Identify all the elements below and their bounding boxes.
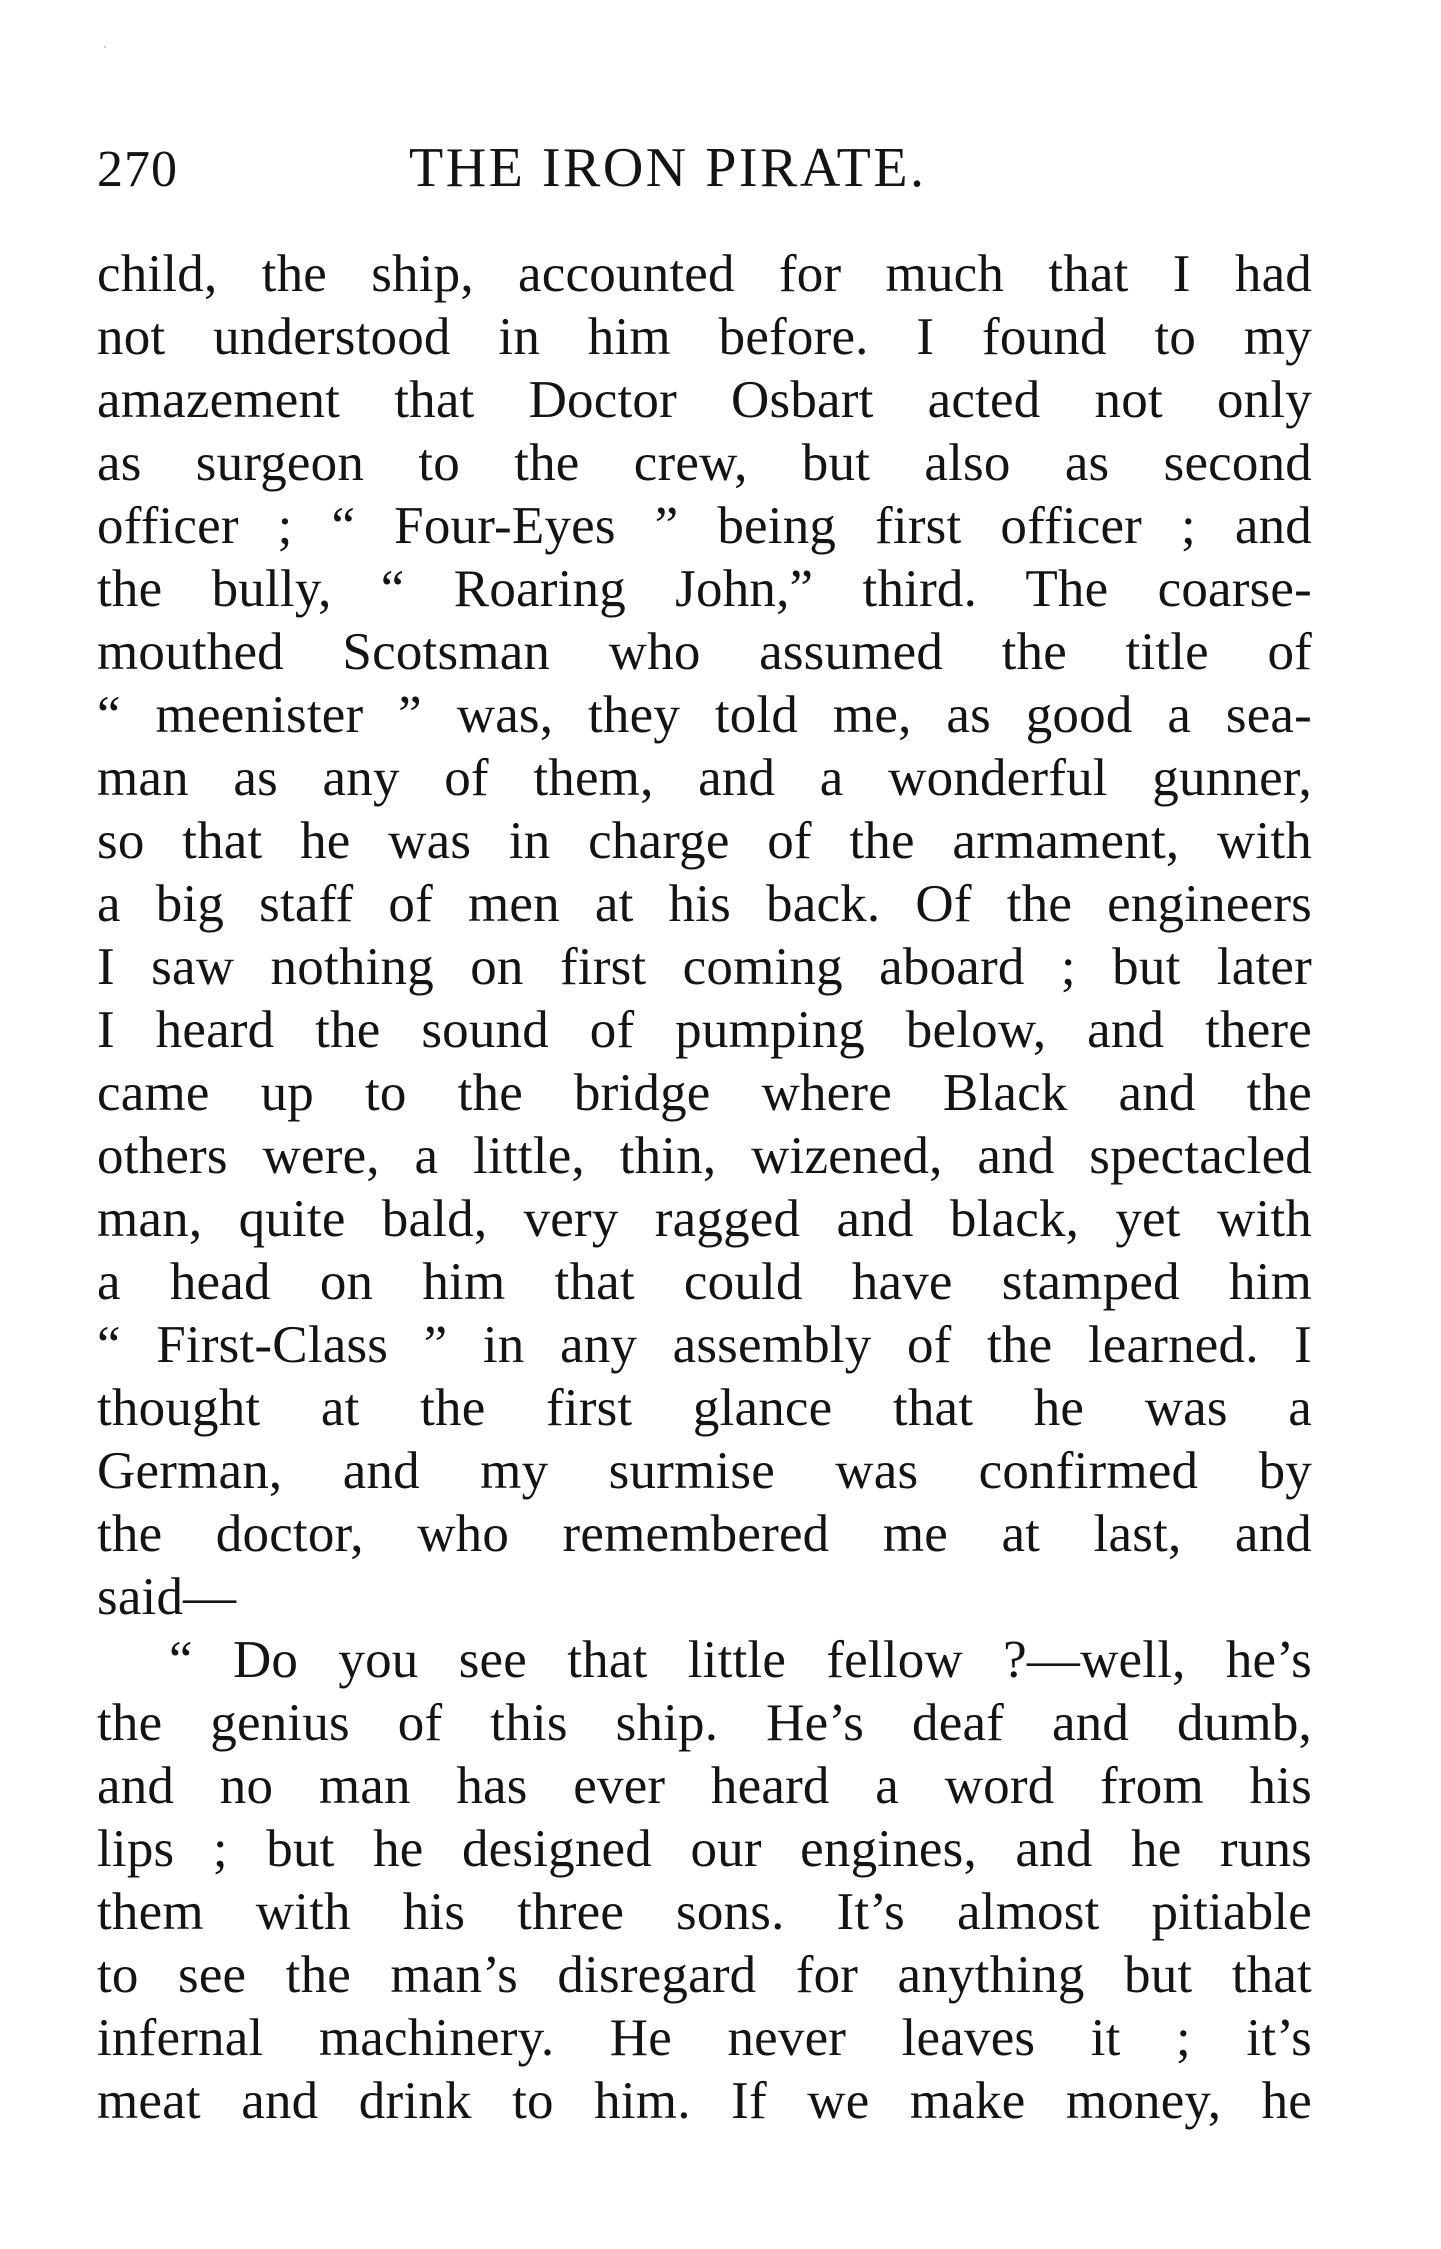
text-line: “ First-Class ” in any assembly of the learned. I <box>97 1316 1312 1374</box>
text-line: infernal machinery. He never leaves it ; it’s <box>97 2009 1312 2067</box>
text-line: lips ; but he designed our engines, and he runs <box>97 1820 1312 1878</box>
text-line: the bully, “ Roaring John,” third. The coarse- <box>97 560 1312 618</box>
text-line: as surgeon to the crew, but also as second <box>97 434 1312 492</box>
page-number: 270 <box>97 141 178 198</box>
text-line: “ Do you see that little fellow ?—well, he’s <box>169 1631 1312 1689</box>
text-line: meat and drink to him. If we make money, he <box>97 2072 1312 2130</box>
scan-speck <box>104 46 106 48</box>
text-line: said— <box>97 1568 237 1626</box>
text-line: others were, a little, thin, wizened, and spectacled <box>97 1127 1312 1185</box>
text-line: to see the man’s disregard for anything but that <box>97 1946 1312 2004</box>
text-line: child, the ship, accounted for much that I had <box>97 245 1312 303</box>
text-line: so that he was in charge of the armament, with <box>97 812 1312 870</box>
text-line: I heard the sound of pumping below, and there <box>97 1001 1312 1059</box>
text-line: German, and my surmise was confirmed by <box>97 1442 1312 1500</box>
text-line: I saw nothing on first coming aboard ; but later <box>97 938 1312 996</box>
text-line: them with his three sons. It’s almost pitiable <box>97 1883 1312 1941</box>
text-line: a head on him that could have stamped him <box>97 1253 1312 1311</box>
running-head <box>97 136 1312 206</box>
text-line: man, quite bald, very ragged and black, yet with <box>97 1190 1312 1248</box>
running-title: THE IRON PIRATE. <box>409 137 927 199</box>
text-line: mouthed Scotsman who assumed the title of <box>97 623 1312 681</box>
text-line: came up to the bridge where Black and the <box>97 1064 1312 1122</box>
text-line: not understood in him before. I found to my <box>97 308 1312 366</box>
body-text <box>97 243 1312 2133</box>
text-line: man as any of them, and a wonderful gunner, <box>97 749 1312 807</box>
text-line: “ meenister ” was, they told me, as good a sea- <box>97 686 1312 744</box>
text-line: and no man has ever heard a word from his <box>97 1757 1312 1815</box>
text-line: a big staff of men at his back. Of the engineers <box>97 875 1312 933</box>
text-line: officer ; “ Four-Eyes ” being first officer ; and <box>97 497 1312 555</box>
text-line: the genius of this ship. He’s deaf and dumb, <box>97 1694 1312 1752</box>
text-line: thought at the first glance that he was a <box>97 1379 1312 1437</box>
text-line: the doctor, who remembered me at last, and <box>97 1505 1312 1563</box>
text-line: amazement that Doctor Osbart acted not only <box>97 371 1312 429</box>
